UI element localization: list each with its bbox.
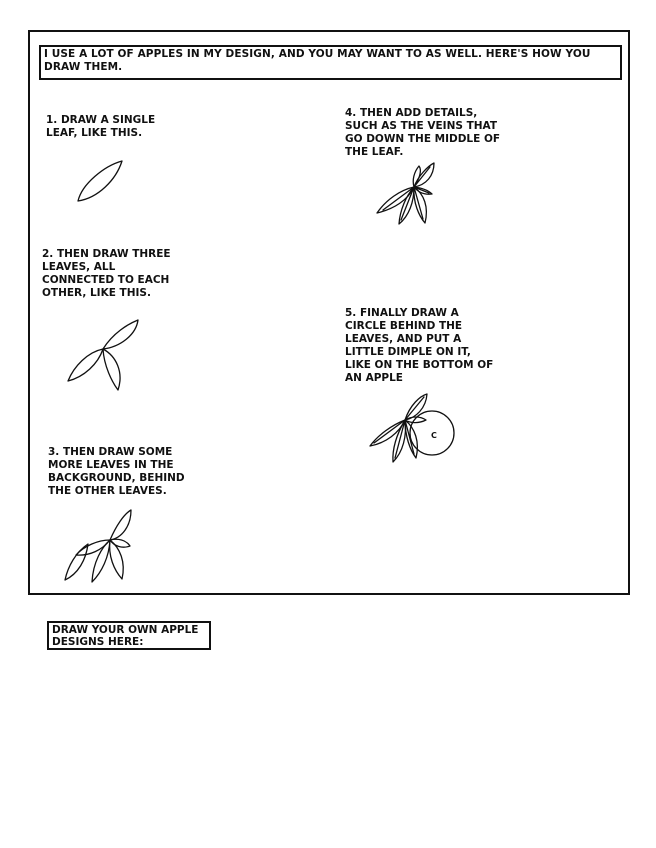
step-4-text: 4. THEN ADD DETAILS, SUCH AS THE VEINS THAT GO DOWN THE MIDDLE OF THE LEAF. xyxy=(345,107,501,158)
veined-leaves-drawing xyxy=(377,163,434,224)
step-5-text: 5. FINALLY DRAW A CIRCLE BEHIND THE LEAVES, AND PUT A LITTLE DIMPLE ON IT, LIKE ON THE BOTTOM OF AN APPLE xyxy=(345,307,494,384)
finished-apple-drawing xyxy=(370,394,454,462)
step-1-text: 1. DRAW A SINGLE LEAF, LIKE THIS. xyxy=(46,114,156,139)
apple-dimple-mark: C xyxy=(431,431,437,440)
layered-leaves-drawing xyxy=(65,510,131,582)
intro-text-box: I USE A LOT OF APPLES IN MY DESIGN, AND YOU MAY WANT TO AS WELL. HERE'S HOW YOU DRAW THEM. xyxy=(39,45,622,80)
step-2-text: 2. THEN DRAW THREE LEAVES, ALL CONNECTED TO EACH OTHER, LIKE THIS. xyxy=(42,248,171,299)
three-leaves-drawing xyxy=(68,320,138,390)
single-leaf-drawing xyxy=(78,161,122,201)
step-3-text: 3. THEN DRAW SOME MORE LEAVES IN THE BACKGROUND, BEHIND THE OTHER LEAVES. xyxy=(48,446,185,497)
practice-area-label: DRAW YOUR OWN APPLE DESIGNS HERE: xyxy=(47,621,211,650)
